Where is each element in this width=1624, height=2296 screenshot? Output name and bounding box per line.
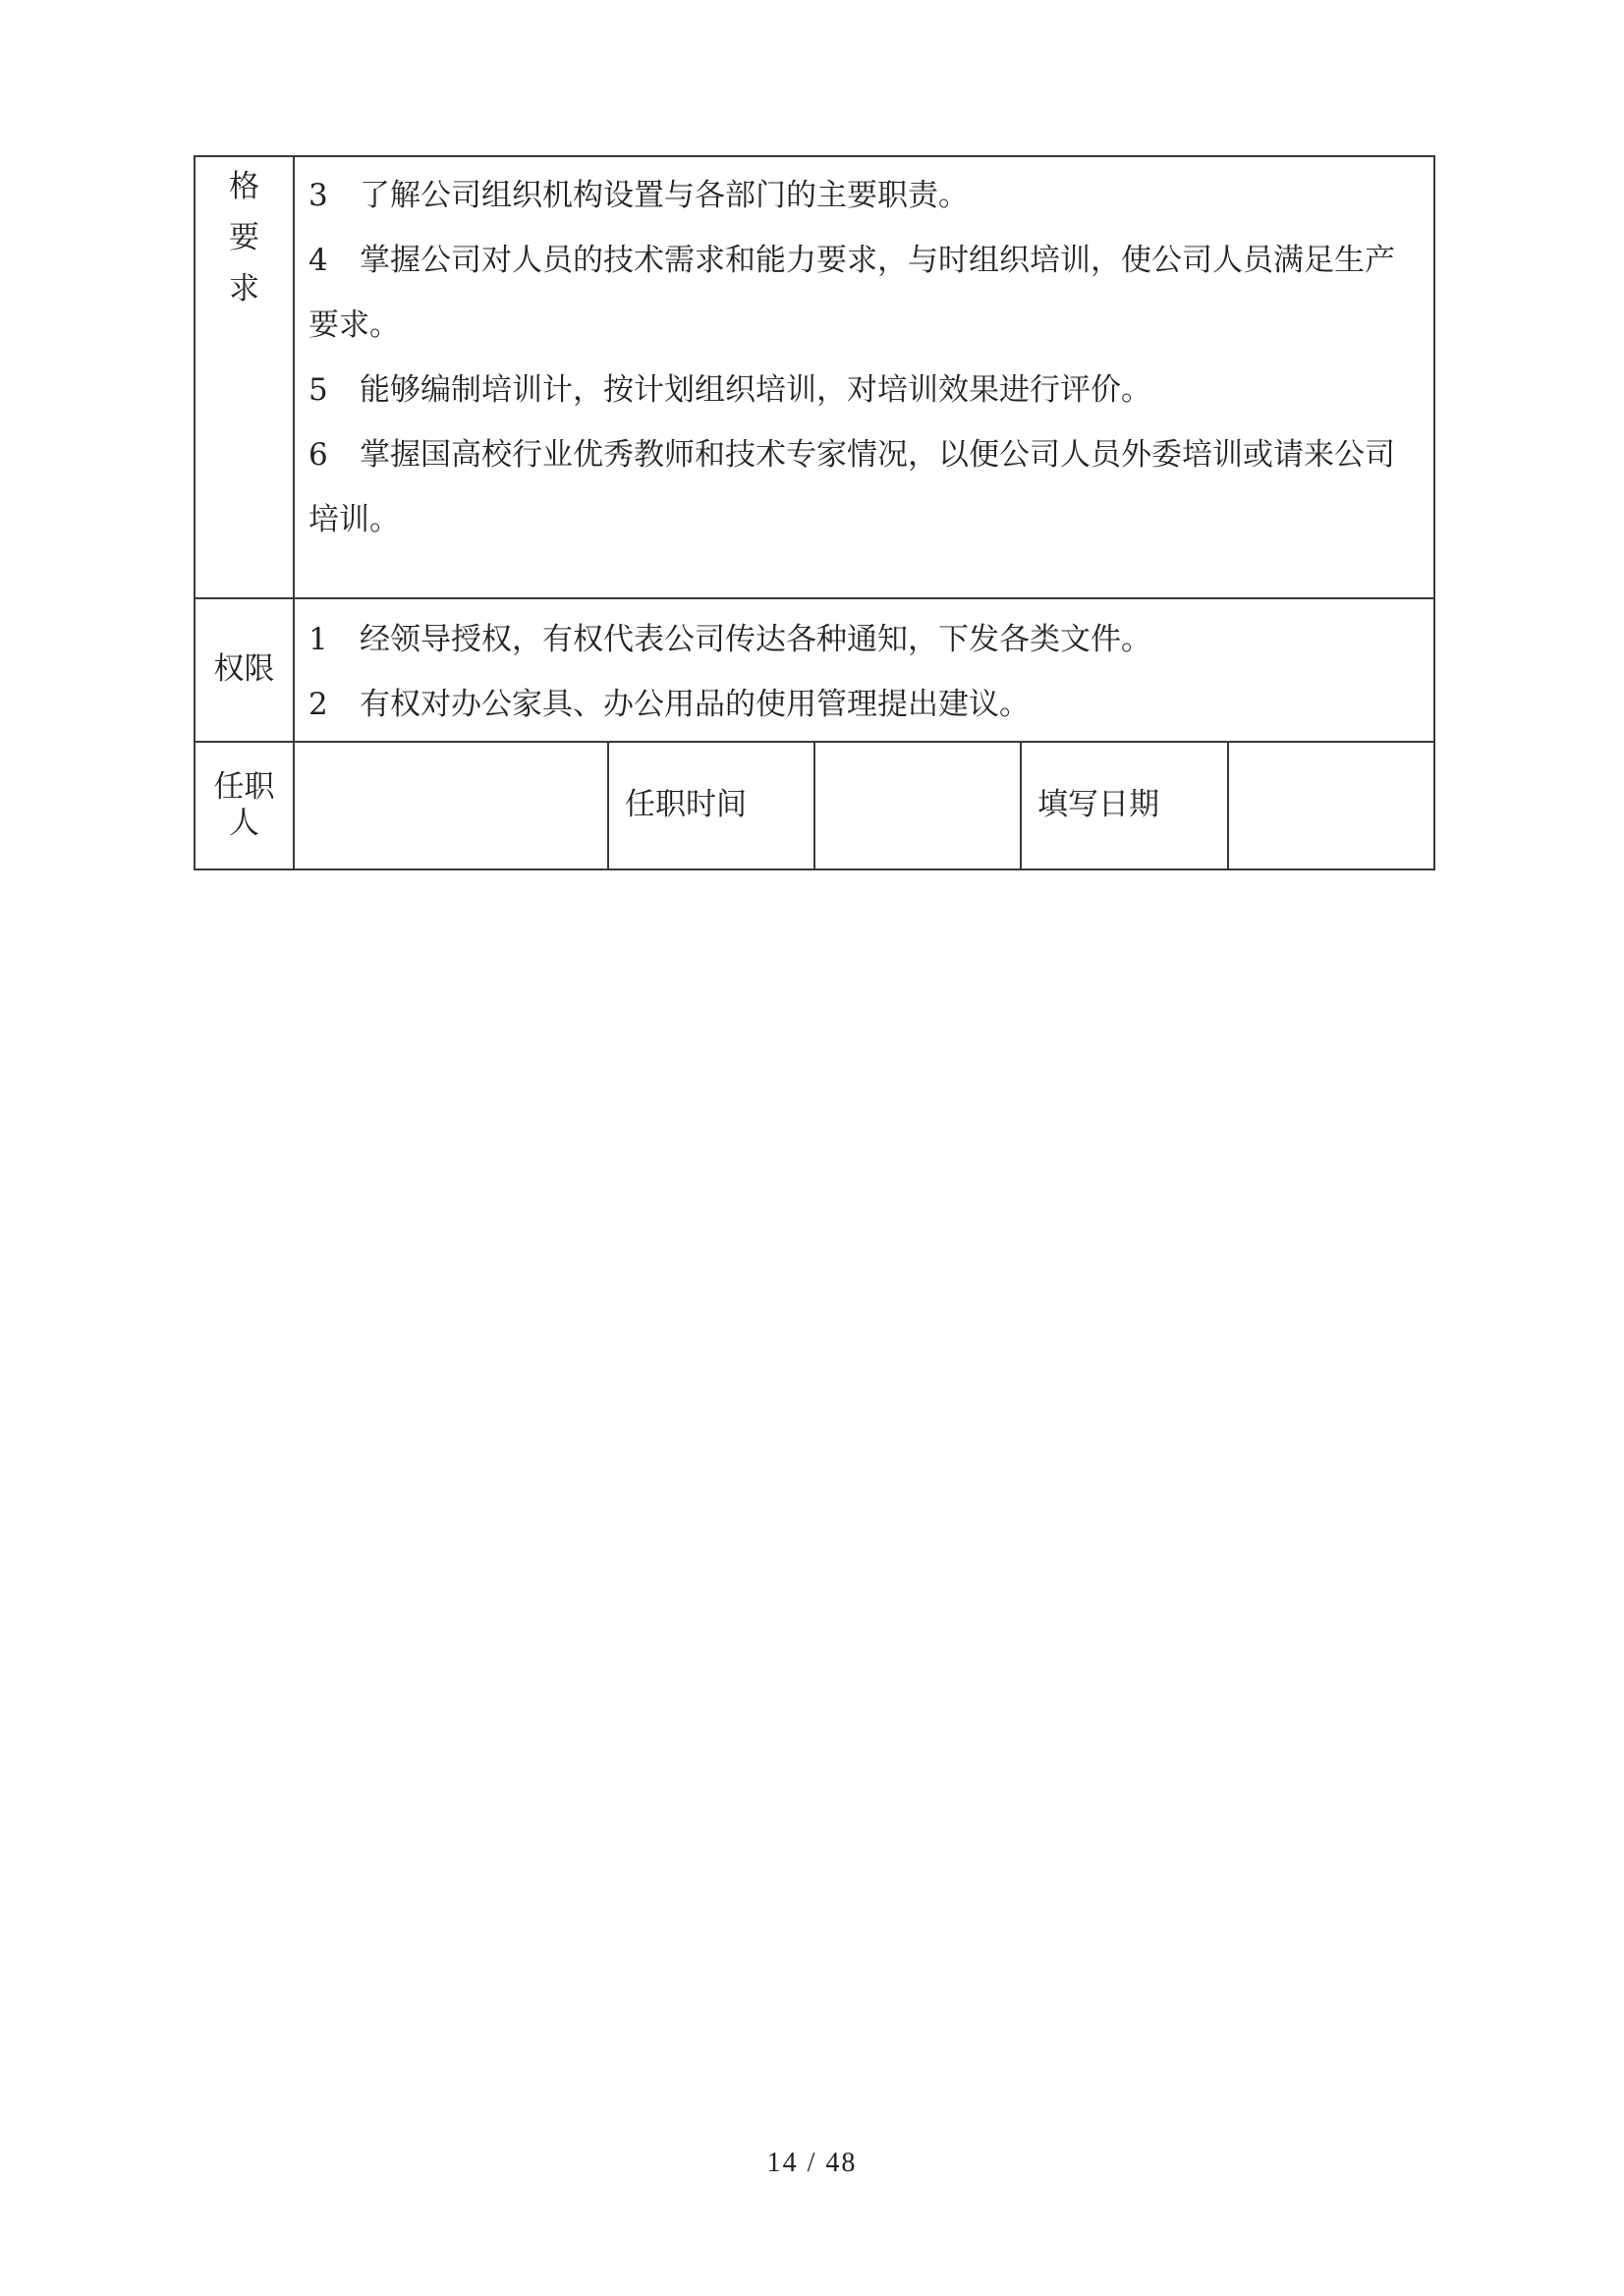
requirements-label-char: 格 <box>229 169 259 204</box>
requirements-label <box>195 156 294 598</box>
authority-item <box>308 672 1420 737</box>
tenure-label: 任职时间 <box>608 742 814 869</box>
item-number: 6 <box>308 437 328 473</box>
authority-item <box>308 607 1420 672</box>
item-text: 掌握公司对人员的技术需求和能力要求，与时组织培训，使公司人员满足生产要求。 <box>308 243 1395 343</box>
date-field[interactable] <box>1228 742 1434 869</box>
tenure-field[interactable] <box>814 742 1021 869</box>
requirements-label-char: 求 <box>229 271 259 307</box>
item-number: 5 <box>308 372 328 408</box>
requirements-content <box>294 156 1434 598</box>
date-label: 填写日期 <box>1021 742 1228 869</box>
holder-label: 任职人 <box>195 742 294 869</box>
item-text: 有权对办公家具、办公用品的使用管理提出建议。 <box>360 687 1030 722</box>
requirement-item <box>308 422 1420 552</box>
item-number: 1 <box>308 622 328 657</box>
requirement-item <box>308 228 1420 358</box>
item-text: 掌握国高校行业优秀教师和技术专家情况，以便公司人员外委培训或请来公司培训。 <box>308 437 1395 537</box>
item-number: 3 <box>308 178 328 213</box>
item-number: 2 <box>308 687 328 722</box>
authority-row <box>195 598 1434 742</box>
item-text: 了解公司组织机构设置与各部门的主要职责。 <box>360 178 969 213</box>
authority-label: 权限 <box>195 598 294 742</box>
requirement-item <box>308 358 1420 422</box>
job-description-table <box>194 155 1435 870</box>
signature-row <box>195 742 1434 869</box>
requirements-label-char: 要 <box>229 220 259 255</box>
requirements-row <box>195 156 1434 598</box>
authority-content <box>294 598 1434 742</box>
page-number: 14 / 48 <box>766 2148 858 2178</box>
item-text: 经领导授权，有权代表公司传达各种通知，下发各类文件。 <box>360 622 1151 657</box>
holder-field[interactable] <box>294 742 608 869</box>
item-number: 4 <box>308 243 328 278</box>
requirement-item <box>308 163 1420 228</box>
item-text: 能够编制培训计，按计划组织培训，对培训效果进行评价。 <box>360 372 1151 408</box>
